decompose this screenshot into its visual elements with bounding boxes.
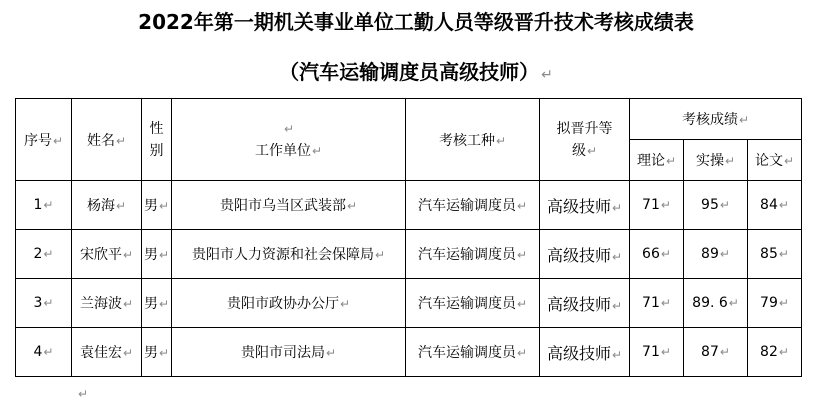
cell-mark-icon: ↵: [158, 248, 170, 262]
cell-gender: [142, 181, 172, 230]
cell-mark-icon: ↵: [660, 247, 671, 261]
header-theory-label: 理论: [636, 153, 665, 169]
cell-mark-icon: ↵: [586, 143, 598, 158]
cell-level-text: 高级技师: [546, 245, 611, 265]
cell-name: [72, 181, 142, 230]
cell-practice-text: 95: [701, 197, 719, 213]
cell-mark-icon: ↵: [158, 346, 170, 360]
header-scores: [630, 99, 802, 140]
cell-mark-icon: ↵: [719, 198, 730, 212]
cell-mark-icon: ↵: [738, 113, 750, 127]
cell-mark-icon: ↵: [611, 298, 623, 313]
cell-name-text: 袁佳宏: [79, 345, 122, 361]
cell-mark-icon: ↵: [660, 296, 671, 310]
cell-mark-icon: ↵: [311, 143, 323, 158]
cell-mark-icon: ↵: [158, 297, 170, 311]
cell-mark-icon: ↵: [495, 133, 507, 148]
header-theory: [630, 140, 684, 181]
cell-thesis: [748, 328, 802, 377]
cell-level-text: 高级技师: [546, 294, 611, 314]
cell-mark-icon: ↵: [325, 346, 337, 360]
header-gender-line2: 别: [149, 142, 164, 159]
cell-mark-icon: ↵: [660, 345, 671, 359]
cell-seq-text: 2: [33, 246, 43, 262]
cell-mark-icon: ↵: [660, 198, 671, 212]
cell-mark-icon: ↵: [724, 154, 736, 168]
header-level-line1: 拟晋升等: [556, 120, 613, 137]
score-table: [15, 98, 802, 377]
cell-gender: [142, 328, 172, 377]
cell-mark-icon: ↵: [115, 133, 127, 148]
header-gender: [142, 99, 172, 181]
cell-type-text: 汽车运输调度员: [417, 345, 516, 361]
cell-mark-icon: ↵: [52, 133, 64, 148]
cell-mark-icon: ↵: [719, 345, 730, 359]
header-type-label: 考核工种: [438, 132, 495, 149]
cell-mark-icon: ↵: [778, 345, 789, 359]
table-row: [16, 328, 802, 377]
header-seq: [16, 99, 72, 181]
cell-theory-text: 66: [642, 246, 660, 262]
cell-thesis: [748, 279, 802, 328]
cell-mark-icon: ↵: [283, 121, 295, 136]
cell-mark-icon: ↵: [122, 297, 134, 311]
cell-mark-icon: ↵: [611, 200, 623, 215]
cell-thesis: [748, 181, 802, 230]
header-unit-text: 工作单位: [254, 142, 311, 159]
cell-gender-text: 男: [143, 345, 158, 361]
table-row: [16, 181, 802, 230]
cell-mark-icon: ↵: [778, 296, 789, 310]
cell-unit: [172, 230, 406, 279]
header-seq-label: 序号: [23, 132, 52, 149]
cell-seq: [16, 279, 72, 328]
cell-type: [406, 230, 540, 279]
header-row: [16, 99, 802, 140]
header-scores-label: 考核成绩: [681, 112, 738, 128]
paragraph-mark-icon: ↵: [541, 67, 553, 83]
header-gender-line1: 性: [149, 120, 164, 137]
cell-level: [540, 279, 630, 328]
cell-unit-text: 贵阳市政协办公厅: [226, 296, 339, 312]
cell-unit: [172, 328, 406, 377]
cell-mark-icon: ↵: [516, 248, 528, 262]
cell-name-text: 杨海: [86, 198, 115, 214]
cell-mark-icon: ↵: [346, 199, 358, 213]
cell-mark-icon: ↵: [43, 296, 54, 310]
cell-unit: [172, 279, 406, 328]
cell-practice: [684, 328, 748, 377]
cell-gender-text: 男: [143, 198, 158, 214]
cell-thesis: [748, 230, 802, 279]
header-thesis: [748, 140, 802, 181]
cell-mark-icon: ↵: [516, 346, 528, 360]
cell-name-text: 宋欣平: [79, 247, 122, 263]
cell-level-text: 高级技师: [546, 343, 611, 363]
cell-mark-icon: ↵: [665, 154, 677, 168]
cell-type-text: 汽车运输调度员: [417, 198, 516, 214]
cell-mark-icon: ↵: [43, 198, 54, 212]
cell-unit-text: 贵阳市司法局: [240, 345, 325, 361]
cell-name: [72, 328, 142, 377]
cell-type-text: 汽车运输调度员: [417, 296, 516, 312]
cell-seq: [16, 328, 72, 377]
cell-seq-text: 4: [33, 344, 43, 360]
cell-practice: [684, 181, 748, 230]
cell-theory-text: 71: [642, 197, 660, 213]
cell-mark-icon: ↵: [115, 199, 127, 213]
cell-unit: [172, 181, 406, 230]
cell-name: [72, 279, 142, 328]
cell-mark-icon: ↵: [158, 199, 170, 213]
header-practice-label: 实操: [695, 153, 724, 169]
cell-mark-icon: ↵: [43, 345, 54, 359]
cell-thesis-text: 85: [760, 246, 778, 262]
cell-gender: [142, 230, 172, 279]
cell-mark-icon: ↵: [778, 198, 789, 212]
cell-theory-text: 71: [642, 295, 660, 311]
cell-theory: [630, 279, 684, 328]
header-practice: [684, 140, 748, 181]
cell-theory: [630, 181, 684, 230]
cell-practice-text: 87: [701, 344, 719, 360]
cell-level-text: 高级技师: [546, 196, 611, 216]
table-row: [16, 230, 802, 279]
cell-type-text: 汽车运输调度员: [417, 247, 516, 263]
cell-seq-text: 1: [33, 197, 43, 213]
cell-practice-text: 89. 6: [692, 295, 728, 311]
header-thesis-label: 论文: [754, 153, 783, 169]
header-level-label: [557, 118, 613, 162]
cell-name-text: 兰海波: [79, 296, 122, 312]
cell-mark-icon: ↵: [778, 247, 789, 261]
cell-theory-text: 71: [642, 344, 660, 360]
cell-theory: [630, 328, 684, 377]
cell-seq: [16, 181, 72, 230]
header-name-label: 姓名: [86, 132, 115, 149]
cell-mark-icon: ↵: [611, 347, 623, 362]
cell-practice: [684, 230, 748, 279]
header-gender-label: [150, 118, 164, 162]
cell-mark-icon: ↵: [719, 247, 730, 261]
cell-mark-icon: ↵: [611, 249, 623, 264]
cell-type: [406, 181, 540, 230]
table-row: [16, 279, 802, 328]
cell-mark-icon: ↵: [122, 346, 134, 360]
cell-type: [406, 279, 540, 328]
cell-level: [540, 328, 630, 377]
cell-unit-text: 贵阳市乌当区武装部: [219, 198, 346, 214]
document-title: [0, 9, 832, 35]
cell-mark-icon: ↵: [374, 248, 386, 262]
header-level-line2: 级: [571, 142, 586, 159]
cell-gender-text: 男: [143, 296, 158, 312]
cell-mark-icon: ↵: [339, 297, 351, 311]
cell-mark-icon: ↵: [43, 247, 54, 261]
cell-name: [72, 230, 142, 279]
cell-gender-text: 男: [143, 247, 158, 263]
header-type: [406, 99, 540, 181]
cell-seq: [16, 230, 72, 279]
cell-mark-icon: ↵: [783, 154, 795, 168]
cell-unit-text: 贵阳市人力资源和社会保障局: [191, 247, 374, 263]
cell-mark-icon: ↵: [516, 297, 528, 311]
cell-mark-icon: ↵: [122, 248, 134, 262]
cell-mark-icon: ↵: [728, 296, 739, 310]
cell-level: [540, 181, 630, 230]
cell-practice-text: 89: [701, 246, 719, 262]
cell-type: [406, 328, 540, 377]
paragraph-mark-icon: ↵: [78, 387, 89, 401]
header-unit-label: [255, 118, 322, 162]
cell-gender: [142, 279, 172, 328]
cell-level: [540, 230, 630, 279]
cell-thesis-text: 79: [760, 295, 778, 311]
cell-mark-icon: ↵: [516, 199, 528, 213]
cell-practice: [684, 279, 748, 328]
cell-theory: [630, 230, 684, 279]
cell-thesis-text: 84: [760, 197, 778, 213]
document-subtitle: [0, 59, 832, 88]
header-name: [72, 99, 142, 181]
cell-seq-text: 3: [33, 295, 43, 311]
cell-thesis-text: 82: [760, 344, 778, 360]
title-text: 2022年第一期机关事业单位工勤人员等级晋升技术考核成绩表: [138, 10, 694, 34]
header-unit: [172, 99, 406, 181]
header-level: [540, 99, 630, 181]
subtitle-text: （汽车运输调度员高级技师）: [279, 60, 540, 84]
